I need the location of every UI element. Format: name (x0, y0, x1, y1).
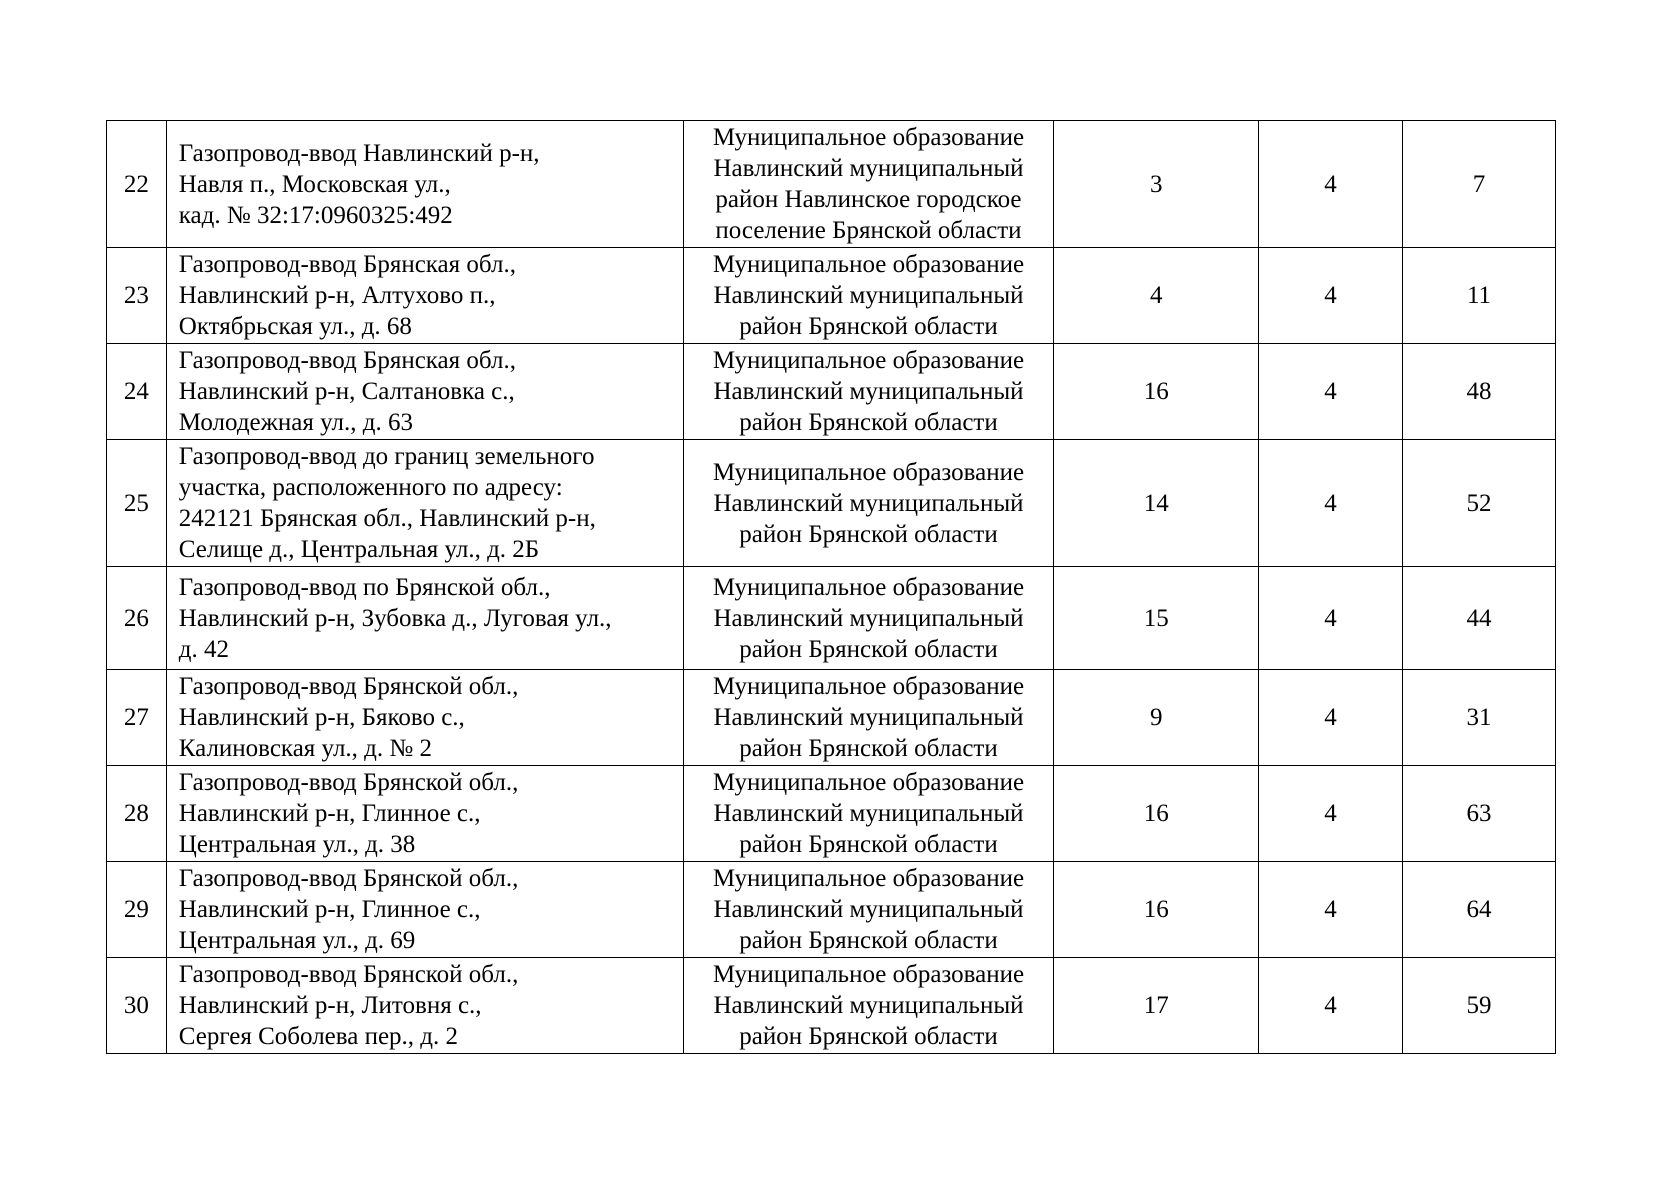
owner-line: район Брянской области (739, 735, 998, 762)
address-line: Навлинский р-н, Литовня с., (178, 992, 482, 1019)
object-address (166, 862, 683, 958)
owner-line: Муниципальное образование (712, 124, 1025, 151)
address-line: Центральная ул., д. 38 (178, 831, 416, 858)
owner-line: поселение Брянской области (715, 217, 1022, 244)
owner-line: Навлинский муниципальный (713, 896, 1024, 923)
object-address (166, 344, 683, 440)
value-c: 52 (1402, 440, 1555, 567)
owner-line: Муниципальное образование (712, 961, 1025, 988)
object-address (166, 121, 683, 248)
object-address (166, 567, 683, 670)
owner-line: Муниципальное образование (712, 673, 1025, 700)
value-c: 7 (1402, 121, 1555, 248)
value-b: 4 (1259, 248, 1403, 344)
address-line: Газопровод-ввод до границ земельного (178, 443, 595, 470)
owner-name (683, 670, 1054, 766)
value-b: 4 (1259, 670, 1403, 766)
address-line: Газопровод-ввод Брянской обл., (178, 865, 519, 892)
owner-line: Навлинский муниципальный (713, 282, 1024, 309)
table-row (107, 958, 1556, 1054)
owner-line: Муниципальное образование (712, 251, 1025, 278)
row-number: 24 (107, 344, 167, 440)
owner-name (683, 958, 1054, 1054)
value-a: 15 (1054, 567, 1259, 670)
row-number: 22 (107, 121, 167, 248)
address-line: Навлинский р-н, Алтухово п., (178, 282, 496, 309)
value-a: 14 (1054, 440, 1259, 567)
owner-line: Навлинский муниципальный (713, 704, 1024, 731)
owner-line: район Брянской области (739, 927, 998, 954)
address-line: Навлинский р-н, Салтановка с., (178, 378, 515, 405)
object-address (166, 958, 683, 1054)
owner-name (683, 862, 1054, 958)
table-row (107, 344, 1556, 440)
owner-line: Муниципальное образование (712, 865, 1025, 892)
address-line: участка, расположенного по адресу: (178, 474, 563, 501)
object-address (166, 670, 683, 766)
value-a: 16 (1054, 344, 1259, 440)
owner-line: Навлинский муниципальный (713, 378, 1024, 405)
value-c: 31 (1402, 670, 1555, 766)
value-c: 11 (1402, 248, 1555, 344)
address-line: кад. № 32:17:0960325:492 (178, 201, 453, 229)
value-b: 4 (1259, 958, 1403, 1054)
table-row (107, 567, 1556, 670)
value-b: 4 (1259, 344, 1403, 440)
address-line: д. 42 (178, 635, 230, 663)
row-number: 29 (107, 862, 167, 958)
address-line: Калиновская ул., д. № 2 (178, 735, 432, 762)
address-line: Навлинский р-н, Глинное с., (178, 896, 481, 923)
value-b: 4 (1259, 567, 1403, 670)
value-a: 9 (1054, 670, 1259, 766)
owner-line: район Брянской области (739, 635, 998, 663)
value-c: 63 (1402, 766, 1555, 862)
address-line: Октябрьская ул., д. 68 (178, 313, 412, 340)
address-line: Селище д., Центральная ул., д. 2Б (178, 536, 540, 563)
value-a: 3 (1054, 121, 1259, 248)
value-c: 48 (1402, 344, 1555, 440)
owner-name (683, 121, 1054, 248)
address-line: Навлинский р-н, Зубовка д., Луговая ул., (178, 604, 612, 632)
owner-name (683, 344, 1054, 440)
owner-name (683, 567, 1054, 670)
owner-line: район Брянской области (739, 409, 998, 436)
owner-line: Навлинский муниципальный (713, 604, 1024, 632)
value-a: 4 (1054, 248, 1259, 344)
value-c: 64 (1402, 862, 1555, 958)
table-row (107, 440, 1556, 567)
address-line: Навлинский р-н, Глинное с., (178, 800, 481, 827)
address-line: Центральная ул., д. 69 (178, 927, 416, 954)
row-number: 30 (107, 958, 167, 1054)
address-line: Газопровод-ввод Брянская обл., (178, 251, 516, 278)
table-row (107, 670, 1556, 766)
owner-line: район Брянской области (739, 520, 998, 548)
value-b: 4 (1259, 121, 1403, 248)
value-b: 4 (1259, 862, 1403, 958)
table-row (107, 766, 1556, 862)
address-line: Газопровод-ввод Брянской обл., (178, 961, 519, 988)
value-c: 44 (1402, 567, 1555, 670)
value-a: 16 (1054, 766, 1259, 862)
table-body (107, 121, 1556, 1054)
address-line: 242121 Брянская обл., Навлинский р-н, (178, 505, 596, 532)
row-number: 23 (107, 248, 167, 344)
value-b: 4 (1259, 440, 1403, 567)
address-line: Газопровод-ввод по Брянской обл., (178, 573, 551, 601)
owner-line: Навлинский муниципальный (713, 800, 1024, 827)
table-row (107, 248, 1556, 344)
owner-line: район Брянской области (739, 831, 998, 858)
address-line: Навлинский р-н, Бяково с., (178, 704, 465, 731)
owner-line: район Брянской области (739, 313, 998, 340)
row-number: 26 (107, 567, 167, 670)
gas-pipeline-table (106, 120, 1556, 1054)
object-address (166, 248, 683, 344)
row-number: 28 (107, 766, 167, 862)
address-line: Газопровод-ввод Брянской обл., (178, 769, 519, 796)
owner-line: Навлинский муниципальный (713, 489, 1024, 517)
owner-line: Навлинский муниципальный (713, 992, 1024, 1019)
table-row (107, 121, 1556, 248)
table-row (107, 862, 1556, 958)
address-line: Навля п., Московская ул., (178, 170, 451, 198)
owner-name (683, 766, 1054, 862)
address-line: Молодежная ул., д. 63 (178, 409, 413, 436)
value-a: 16 (1054, 862, 1259, 958)
value-a: 17 (1054, 958, 1259, 1054)
row-number: 27 (107, 670, 167, 766)
object-address (166, 440, 683, 567)
address-line: Газопровод-ввод Брянская обл., (178, 347, 516, 374)
address-line: Газопровод-ввод Навлинский р-н, (178, 139, 540, 167)
owner-line: Муниципальное образование (712, 347, 1025, 374)
owner-name (683, 440, 1054, 567)
owner-line: Муниципальное образование (712, 573, 1025, 601)
row-number: 25 (107, 440, 167, 567)
owner-name (683, 248, 1054, 344)
owner-line: район Навлинское городское (715, 186, 1022, 213)
owner-line: район Брянской области (739, 1023, 998, 1050)
address-line: Сергея Соболева пер., д. 2 (178, 1023, 459, 1050)
owner-line: Муниципальное образование (712, 769, 1025, 796)
owner-line: Муниципальное образование (712, 458, 1025, 486)
address-line: Газопровод-ввод Брянской обл., (178, 673, 519, 700)
value-c: 59 (1402, 958, 1555, 1054)
owner-line: Навлинский муниципальный (713, 155, 1024, 182)
object-address (166, 766, 683, 862)
value-b: 4 (1259, 766, 1403, 862)
